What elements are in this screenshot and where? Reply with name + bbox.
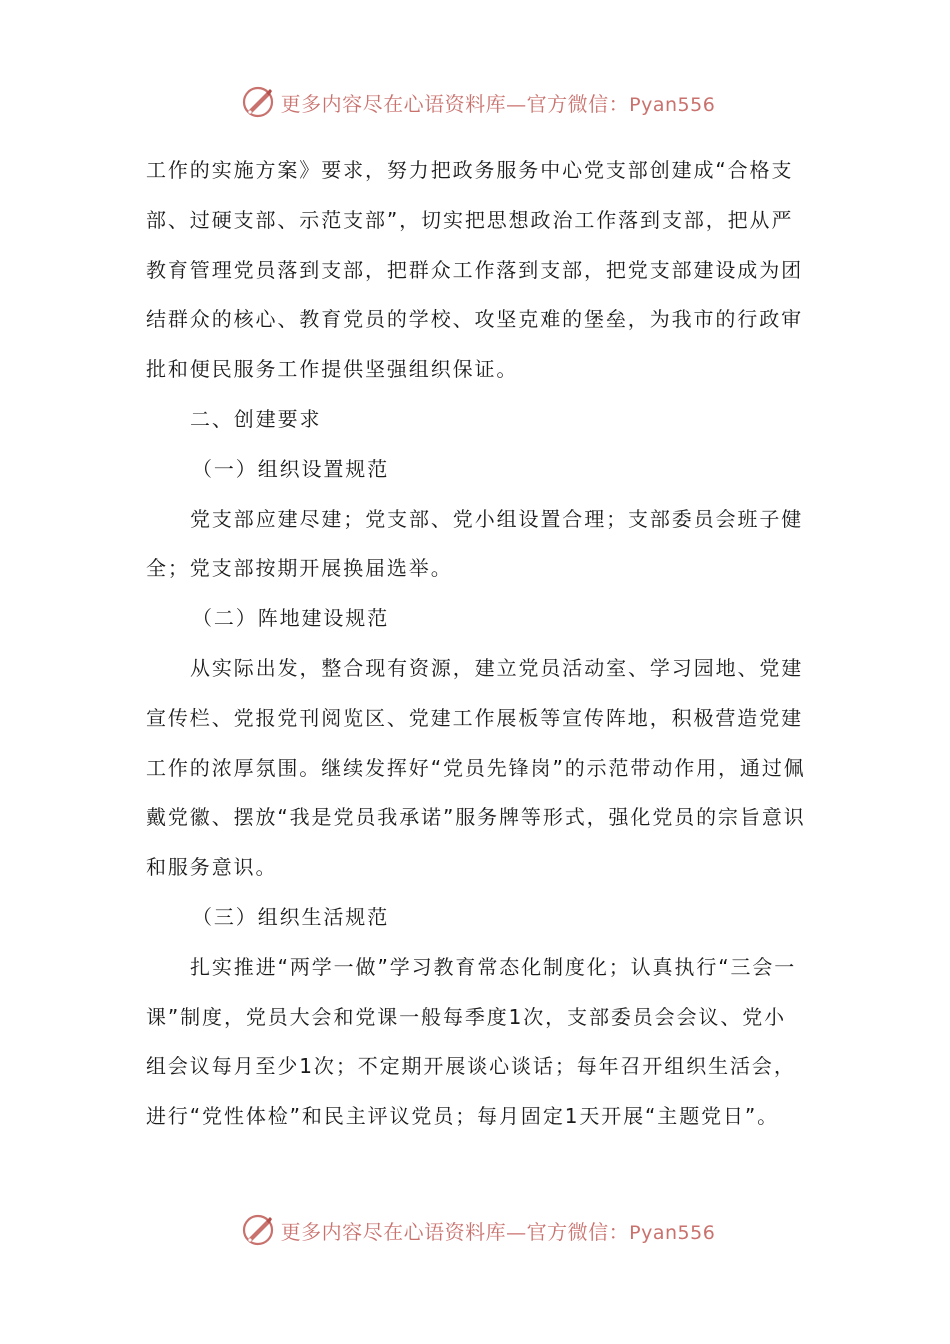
subsection-heading-life: （三）组织生活规范 (192, 904, 390, 929)
document-body (146, 146, 806, 1142)
paragraph-implementation: 工作的实施方案》要求，努力把政务服务中心党支部创建成“合格支部、过硬支部、示范支部”，切实把思想政治工作落到支部，把从严教育管理党员落到支部，把群众工作落到支部，把党支部建设成为团结群众的核心、教育党员的学校、攻坚克难的堡垒，为我市的行政审批和便民服务工作提供坚强组织保证。 (146, 158, 803, 382)
paragraph-position: 从实际出发，整合现有资源，建立党员活动室、学习园地、党建宣传栏、党报党刊阅览区、党建工作展板等宣传阵地，积极营造党建工作的浓厚氛围。继续发挥好“党员先锋岗”的示范带动作用，通过佩戴党徽、摆放“我是党员我承诺”服务牌等形式，强化党员的宗旨意识和服务意识。 (146, 655, 806, 880)
subsection-heading-organization: （一）组织设置规范 (192, 456, 390, 481)
subsection-heading-position: （二）阵地建设规范 (192, 606, 390, 631)
watermark-text: 更多内容尽在心语资料库—官方微信：Pyan556 (280, 91, 716, 116)
pen-logo-icon (241, 85, 275, 119)
watermark-wechat-id: Pyan556 (629, 93, 716, 116)
watermark-wechat-id: Pyan556 (629, 1221, 716, 1244)
section-heading-requirements: 二、创建要求 (190, 406, 322, 431)
paragraph-life: 扎实推进“两学一做”学习教育常态化制度化；认真执行“三会一课”制度，党员大会和党课一般每季度1次，支部委员会会议、党小组会议每月至少1次；不定期开展谈心谈话；每年召开组织生活会，进行“党性体检”和民主评议党员；每月固定1天开展“主题党日”。 (146, 954, 797, 1129)
watermark-text: 更多内容尽在心语资料库—官方微信：Pyan556 (280, 1219, 716, 1244)
pen-logo-icon (241, 1213, 275, 1247)
paragraph-organization: 党支部应建尽建；党支部、党小组设置合理；支部委员会班子健全；党支部按期开展换届选举。 (146, 506, 804, 581)
header-watermark (0, 82, 950, 122)
footer-watermark (0, 1210, 950, 1250)
